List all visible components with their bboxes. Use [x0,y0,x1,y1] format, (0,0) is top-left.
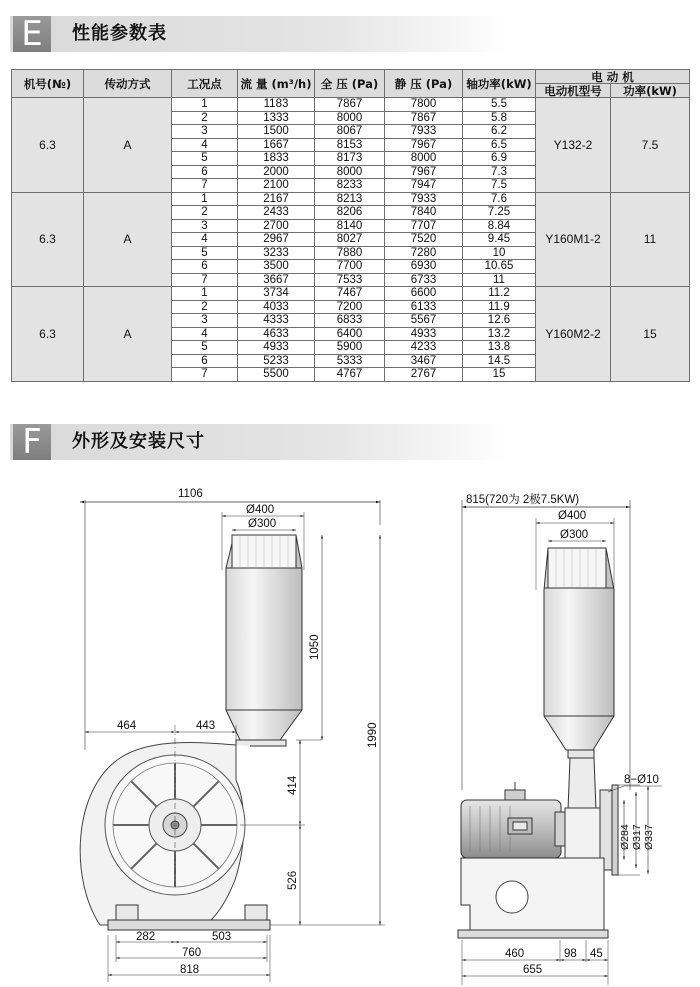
cell-point: 5 [172,246,238,260]
front-view [80,500,385,982]
dim-front-outlet-outer: Ø400 [246,504,275,516]
cell-total-pressure: 7533 [315,273,385,287]
cell-static-pressure: 2767 [385,368,463,382]
dim-side-98: 98 [564,948,577,960]
cell-point: 4 [172,327,238,341]
cell-shaft-power: 7.25 [463,206,536,220]
cell-drive: A [84,98,172,193]
dim-front-414: 414 [287,775,299,795]
cell-total-pressure: 7867 [315,98,385,112]
cell-flow: 3233 [238,246,315,260]
cell-point: 6 [172,260,238,274]
header-motor-power: 功率(kW) [611,84,690,98]
cell-flow: 2433 [238,206,315,220]
cell-static-pressure: 7280 [385,246,463,260]
dim-front-1990: 1990 [367,722,379,748]
cell-shaft-power: 11 [463,273,536,287]
cell-point: 1 [172,287,238,301]
cell-motor-model: Y160M1-2 [536,192,611,287]
dim-side-bolt-holes: 8−Ø10 [624,774,659,786]
cell-flow: 3734 [238,287,315,301]
cell-point: 6 [172,354,238,368]
cell-shaft-power: 5.8 [463,111,536,125]
cell-static-pressure: 7933 [385,125,463,139]
dim-front-503: 503 [212,931,232,943]
dim-side-width: 815(720为 2极7.5KW) [466,494,580,506]
cell-point: 5 [172,341,238,355]
cell-static-pressure: 7800 [385,98,463,112]
cell-total-pressure: 5900 [315,341,385,355]
dim-front-1050: 1050 [309,634,321,660]
cell-shaft-power: 6.5 [463,138,536,152]
cell-static-pressure: 7840 [385,206,463,220]
cell-static-pressure: 7933 [385,192,463,206]
cell-shaft-power: 7.5 [463,179,536,193]
cell-total-pressure: 4767 [315,368,385,382]
cell-shaft-power: 5.5 [463,98,536,112]
header-drive: 传动方式 [84,70,172,98]
cell-shaft-power: 6.2 [463,125,536,139]
cell-total-pressure: 8000 [315,111,385,125]
header-static-pressure: 静 压 (Pa) [385,70,463,98]
dim-side-outlet-inner: Ø300 [560,529,589,541]
cell-shaft-power: 7.3 [463,165,536,179]
header-motor-model: 电动机型号 [536,84,611,98]
dim-front-443: 443 [196,720,216,732]
cell-flow: 1333 [238,111,315,125]
cell-total-pressure: 7200 [315,300,385,314]
cell-shaft-power: 8.84 [463,219,536,233]
dim-front-outlet-inner: Ø300 [248,518,277,530]
cell-flow: 1667 [238,138,315,152]
cell-shaft-power: 13.2 [463,327,536,341]
cell-point: 1 [172,192,238,206]
header-flow: 流 量 (m³/h) [238,70,315,98]
cell-static-pressure: 7707 [385,219,463,233]
cell-motor-power: 11 [611,192,690,287]
cell-model: 6.3 [12,192,84,287]
section-e-letter: E [13,16,51,52]
dim-front-818: 818 [180,964,200,976]
cell-point: 7 [172,273,238,287]
cell-motor-power: 15 [611,287,690,382]
cell-point: 3 [172,219,238,233]
cell-model: 6.3 [12,98,84,193]
cell-static-pressure: 7947 [385,179,463,193]
header-model: 机号(№) [12,70,84,98]
cell-total-pressure: 8153 [315,138,385,152]
header-shaft-power: 轴功率(kW) [463,70,536,98]
cell-static-pressure: 6133 [385,300,463,314]
dim-side-inlet-337: Ø337 [643,824,655,850]
cell-static-pressure: 5567 [385,314,463,328]
cell-drive: A [84,192,172,287]
cell-point: 5 [172,152,238,166]
cell-total-pressure: 7467 [315,287,385,301]
cell-model: 6.3 [12,287,84,382]
cell-total-pressure: 8213 [315,192,385,206]
dim-side-460: 460 [505,948,525,960]
cell-static-pressure: 6600 [385,287,463,301]
side-view [458,500,662,985]
cell-flow: 4633 [238,327,315,341]
dim-front-464: 464 [117,720,137,732]
cell-motor-power: 7.5 [611,98,690,193]
dim-side-655: 655 [523,964,543,976]
cell-point: 6 [172,165,238,179]
cell-shaft-power: 7.6 [463,192,536,206]
cell-total-pressure: 8067 [315,125,385,139]
cell-point: 2 [172,111,238,125]
cell-flow: 1833 [238,152,315,166]
cell-point: 3 [172,314,238,328]
cell-point: 3 [172,125,238,139]
cell-point: 4 [172,138,238,152]
cell-motor-model: Y132-2 [536,98,611,193]
cell-static-pressure: 6930 [385,260,463,274]
dim-side-45: 45 [590,948,603,960]
cell-total-pressure: 8000 [315,165,385,179]
section-f-letter: F [13,424,51,460]
cell-point: 7 [172,179,238,193]
cell-static-pressure: 3467 [385,354,463,368]
cell-flow: 3667 [238,273,315,287]
cell-shaft-power: 15 [463,368,536,382]
section-f-title: 外形及安装尺寸 [72,431,205,452]
cell-total-pressure: 7700 [315,260,385,274]
cell-flow: 1500 [238,125,315,139]
cell-static-pressure: 8000 [385,152,463,166]
cell-total-pressure: 5333 [315,354,385,368]
cell-total-pressure: 8027 [315,233,385,247]
cell-shaft-power: 11.9 [463,300,536,314]
cell-motor-model: Y160M2-2 [536,287,611,382]
cell-shaft-power: 6.9 [463,152,536,166]
dim-front-760: 760 [182,947,202,959]
cell-flow: 5233 [238,354,315,368]
cell-shaft-power: 12.6 [463,314,536,328]
cell-total-pressure: 8173 [315,152,385,166]
header-motor: 电 动 机 [536,70,690,84]
cell-shaft-power: 13.8 [463,341,536,355]
cell-static-pressure: 4233 [385,341,463,355]
dim-side-inlet-284: Ø284 [619,824,631,850]
cell-flow: 4333 [238,314,315,328]
cell-point: 1 [172,98,238,112]
cell-static-pressure: 7867 [385,111,463,125]
cell-point: 2 [172,206,238,220]
section-e-title: 性能参数表 [72,23,167,44]
cell-flow: 2167 [238,192,315,206]
cell-flow: 4033 [238,300,315,314]
cell-flow: 2967 [238,233,315,247]
cell-static-pressure: 7967 [385,165,463,179]
cell-flow: 4933 [238,341,315,355]
cell-static-pressure: 6733 [385,273,463,287]
cell-shaft-power: 9.45 [463,233,536,247]
cell-shaft-power: 11.2 [463,287,536,301]
cell-flow: 2000 [238,165,315,179]
cell-flow: 1183 [238,98,315,112]
cell-point: 7 [172,368,238,382]
cell-static-pressure: 4933 [385,327,463,341]
cell-flow: 5500 [238,368,315,382]
cell-static-pressure: 7520 [385,233,463,247]
cell-total-pressure: 6400 [315,327,385,341]
cell-shaft-power: 10.65 [463,260,536,274]
cell-drive: A [84,287,172,382]
cell-point: 4 [172,233,238,247]
cell-shaft-power: 10 [463,246,536,260]
cell-static-pressure: 7967 [385,138,463,152]
header-total-pressure: 全 压 (Pa) [315,70,385,98]
cell-shaft-power: 14.5 [463,354,536,368]
cell-flow: 2100 [238,179,315,193]
dim-front-width: 1106 [178,488,203,500]
dim-side-outlet-outer: Ø400 [558,510,587,522]
cell-total-pressure: 8140 [315,219,385,233]
cell-point: 2 [172,300,238,314]
cell-total-pressure: 8206 [315,206,385,220]
cell-total-pressure: 6833 [315,314,385,328]
cell-flow: 2700 [238,219,315,233]
dim-side-inlet-317: Ø317 [631,824,643,850]
dim-front-282: 282 [136,931,156,943]
dim-front-526: 526 [287,870,299,890]
cell-total-pressure: 8233 [315,179,385,193]
header-point: 工况点 [172,70,238,98]
cell-flow: 3500 [238,260,315,274]
cell-total-pressure: 7880 [315,246,385,260]
